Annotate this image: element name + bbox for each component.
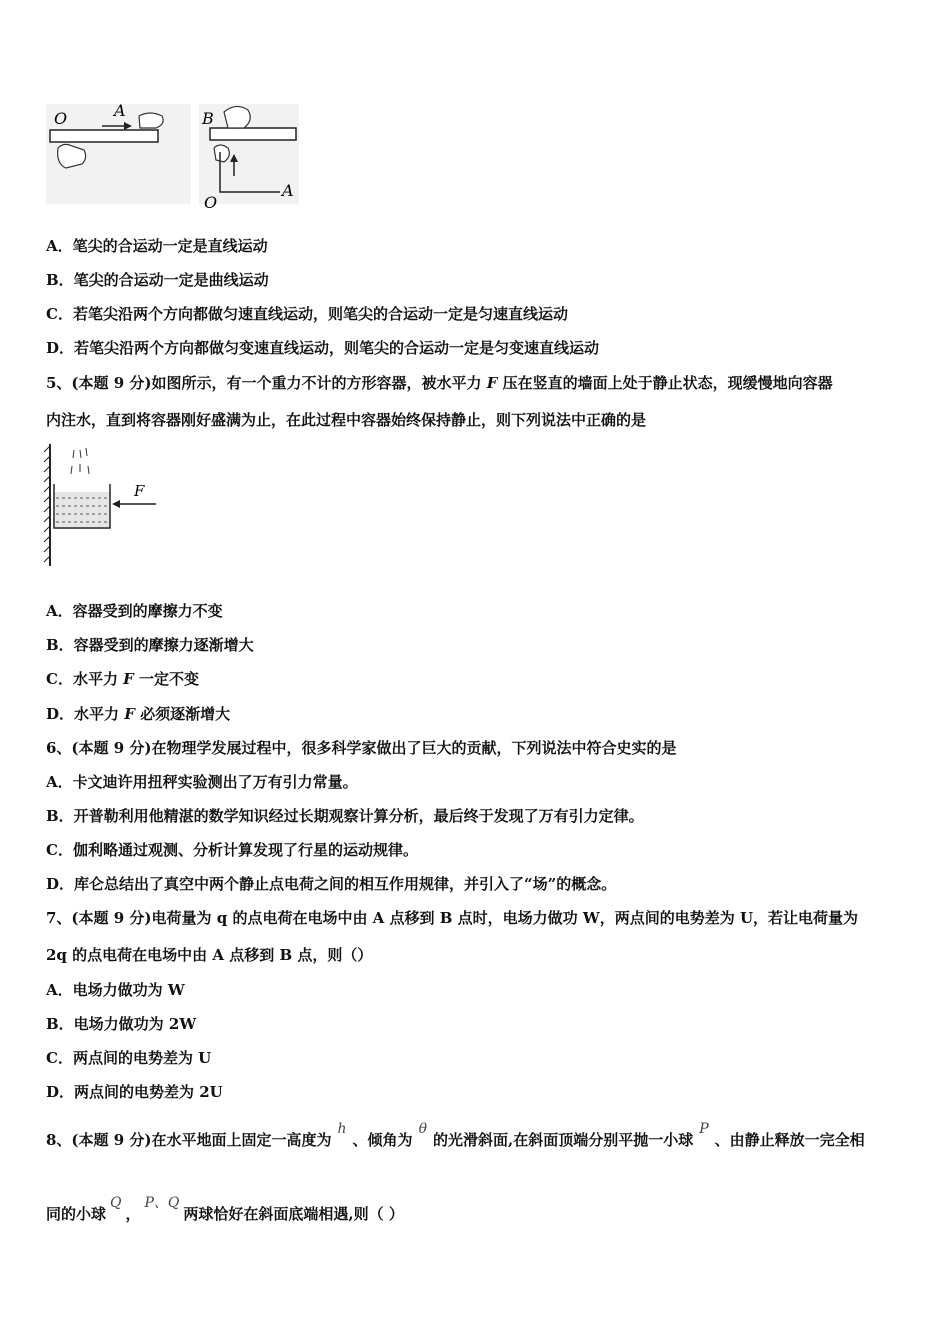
hand-left-top: [139, 113, 163, 128]
q7-option-d: D．两点间的电势差为 2U: [46, 1083, 223, 1101]
label-O-bottom: O: [204, 193, 218, 212]
label-A-right: A: [282, 181, 294, 200]
water-drops: [71, 448, 89, 474]
q5-option-a: A．容器受到的摩擦力不变: [46, 602, 223, 620]
ruler-right: [210, 128, 296, 140]
q4-option-a: A．笔尖的合运动一定是直线运动: [46, 237, 268, 255]
q5-option-c: C．水平力 F 一定不变: [46, 670, 200, 688]
q4-option-c: C．若笔尖沿两个方向都做匀速直线运动，则笔尖的合运动一定是匀速直线运动: [46, 305, 568, 323]
q4-option-d: D．若笔尖沿两个方向都做匀变速直线运动，则笔尖的合运动一定是匀变速直线运动: [46, 339, 600, 357]
q8-height-symbol: h: [337, 1121, 347, 1137]
q7-stem-line1: 7、(本题 9 分)电荷量为 q 的点电荷在电场中由 A 点移到 B 点时，电场力做功 W，两点间的电势差为 U，若让电荷量为: [46, 909, 859, 927]
q8-stem-line1: 8、(本题 9 分)在水平地面上固定一高度为h、倾角为θ的光滑斜面,在斜面顶端分别平抛一小球P、由静止释放一完全相: [46, 1121, 865, 1149]
figure-pen-motion: [44, 98, 304, 214]
hand-right-top: [224, 106, 250, 128]
q8-stem-line2: 同的小球Q，P、Q两球恰好在斜面底端相遇,则（ ）: [46, 1195, 404, 1223]
q6-stem: 6、(本题 9 分)在物理学发展过程中，很多科学家做出了巨大的贡献，下列说法中符合史实的是: [46, 739, 677, 757]
q7-option-a: A．电场力做功为 W: [46, 981, 185, 999]
q5-option-d: D．水平力 F 必须逐渐增大: [46, 705, 231, 723]
q6-option-a: A．卡文迪许用扭秤实验测出了万有引力常量。: [46, 773, 358, 791]
q8-ball-p-symbol: P: [699, 1121, 709, 1137]
q5-stem-line1: 5、(本题 9 分)如图所示，有一个重力不计的方形容器，被水平力 F 压在竖直的墙面上处于静止状态，现缓慢地向容器: [46, 374, 833, 392]
q5-option-b: B．容器受到的摩擦力逐渐增大: [46, 636, 254, 654]
q7-stem-line2: 2q 的点电荷在电场中由 A 点移到 B 点，则（）: [46, 946, 373, 964]
label-B: B: [202, 109, 214, 128]
q8-angle-symbol: θ: [418, 1121, 427, 1137]
q4-option-b: B．笔尖的合运动一定是曲线运动: [46, 271, 269, 289]
q6-option-c: C．伽利略通过观测、分析计算发现了行星的运动规律。: [46, 841, 418, 859]
q8-ball-pq-symbol: P、Q: [144, 1195, 180, 1211]
hand-right-bottom: [214, 145, 229, 162]
label-O-left: O: [54, 109, 68, 128]
label-A-top: A: [114, 101, 126, 120]
q6-option-b: B．开普勒利用他精湛的数学知识经过长期观察计算分析，最后终于发现了万有引力定律。: [46, 807, 644, 825]
q6-option-d: D．库仑总结出了真空中两个静止点电荷之间的相互作用规律，并引入了“场”的概念。: [46, 875, 617, 893]
force-label: F: [134, 482, 145, 500]
figure-container-wall: [40, 440, 170, 572]
q5-force-symbol: F: [486, 374, 498, 392]
q7-option-b: B．电场力做功为 2W: [46, 1015, 197, 1033]
q5-stem-line2: 内注水，直到将容器刚好盛满为止，在此过程中容器始终保持静止，则下列说法中正确的是: [46, 411, 647, 429]
q8-ball-q-symbol: Q: [110, 1195, 122, 1211]
q7-option-c: C．两点间的电势差为 U: [46, 1049, 212, 1067]
ruler-left: [50, 130, 158, 142]
